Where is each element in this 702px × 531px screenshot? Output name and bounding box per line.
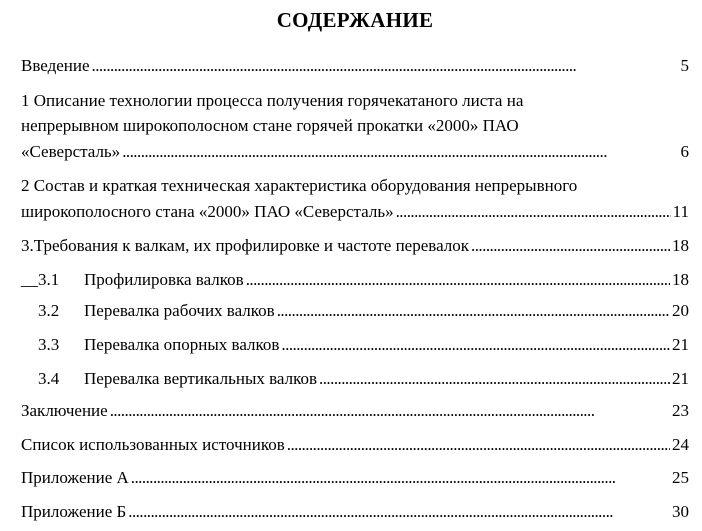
- toc-entry-text: Приложение Б: [21, 502, 127, 521]
- underscore-prefix: __: [21, 270, 38, 289]
- toc-entry-text: широкополосного стана «2000» ПАО «Северсталь»: [21, 202, 394, 221]
- dot-leader: [287, 434, 670, 456]
- toc-page-number: 23: [672, 401, 689, 420]
- toc-page-number: 21: [672, 335, 689, 354]
- toc-page-number: 18: [672, 270, 689, 289]
- toc-entry-section-3-1[interactable]: [21, 269, 689, 291]
- dot-leader: [110, 400, 670, 422]
- toc-page-number: 18: [672, 236, 689, 255]
- toc-entry-introduction[interactable]: [21, 55, 689, 77]
- toc-page-number: 20: [672, 301, 689, 320]
- toc-entry-appendix-a[interactable]: [21, 467, 689, 489]
- toc-page-number: 6: [680, 142, 689, 161]
- toc-page-number: 24: [672, 435, 689, 454]
- dot-leader: [396, 201, 671, 223]
- toc-entry-text: 1 Описание технологии процесса получения горячекатаного листа на: [21, 91, 524, 110]
- toc-section-number: 3.1: [38, 270, 60, 289]
- dot-leader: [246, 269, 670, 291]
- toc-section-label: Перевалка рабочих валков: [84, 301, 275, 320]
- dot-leader: [122, 141, 678, 163]
- toc-entry-text: Приложение А: [21, 468, 129, 487]
- toc-section-label: Перевалка опорных валков: [84, 335, 280, 354]
- toc-page-number: 30: [672, 502, 689, 521]
- toc-page-number: 25: [672, 468, 689, 487]
- dot-leader: [92, 55, 679, 77]
- toc-section-number: 3.2: [38, 301, 60, 320]
- toc-section-label: Профилировка валков: [84, 270, 244, 289]
- toc-section-label: Перевалка вертикальных валков: [84, 369, 318, 388]
- toc-entry-text: Заключение: [21, 401, 108, 420]
- toc-entry-text: «Северсталь»: [21, 142, 121, 161]
- toc-entry-section-2[interactable]: [21, 201, 689, 223]
- dot-leader: [128, 501, 670, 523]
- toc-entry-text: 2 Состав и краткая техническая характеристика оборудования непрерывного: [21, 176, 578, 195]
- toc-entry-appendix-b[interactable]: [21, 501, 689, 523]
- dot-leader: [319, 368, 670, 390]
- dot-leader: [131, 467, 670, 489]
- dot-leader: [281, 334, 670, 356]
- toc-entry-text: [21, 368, 317, 390]
- toc-page-number: 5: [680, 56, 689, 75]
- toc-entry-section-3[interactable]: [21, 235, 689, 257]
- toc-entry-section-3-4[interactable]: [21, 368, 689, 390]
- toc-entry-text: [21, 300, 275, 322]
- toc-section-number: 3.3: [38, 335, 60, 354]
- dot-leader: [471, 235, 670, 257]
- dot-leader: [277, 300, 670, 322]
- toc-entry-text: 3.Требования к валкам, их профилировке и частоте перевалок: [21, 236, 470, 255]
- toc-page-number: 11: [672, 202, 689, 221]
- toc-entry-conclusion[interactable]: [21, 400, 689, 422]
- toc-page-number: 21: [672, 369, 689, 388]
- toc-entry-text: [21, 269, 244, 291]
- toc-entry-section-3-3[interactable]: [21, 334, 689, 356]
- toc-entry-section-3-2[interactable]: [21, 300, 689, 322]
- toc-entry-2-line-1: [21, 175, 689, 197]
- toc-section-number: 3.4: [38, 369, 60, 388]
- toc-entry-1-line-1: [21, 90, 689, 112]
- toc-entry-1-line-2: [21, 115, 689, 137]
- toc-entry-references[interactable]: [21, 434, 689, 456]
- toc-entry-text: Список использованных источников: [21, 435, 285, 454]
- page-title: СОДЕРЖАНИЕ: [276, 8, 434, 32]
- toc-entry-text: [21, 334, 279, 356]
- toc-entry-text: непрерывном широкополосном стане горячей прокатки «2000» ПАО: [21, 116, 519, 135]
- toc-entry-section-1[interactable]: [21, 141, 689, 163]
- toc-entry-text: Введение: [21, 56, 90, 75]
